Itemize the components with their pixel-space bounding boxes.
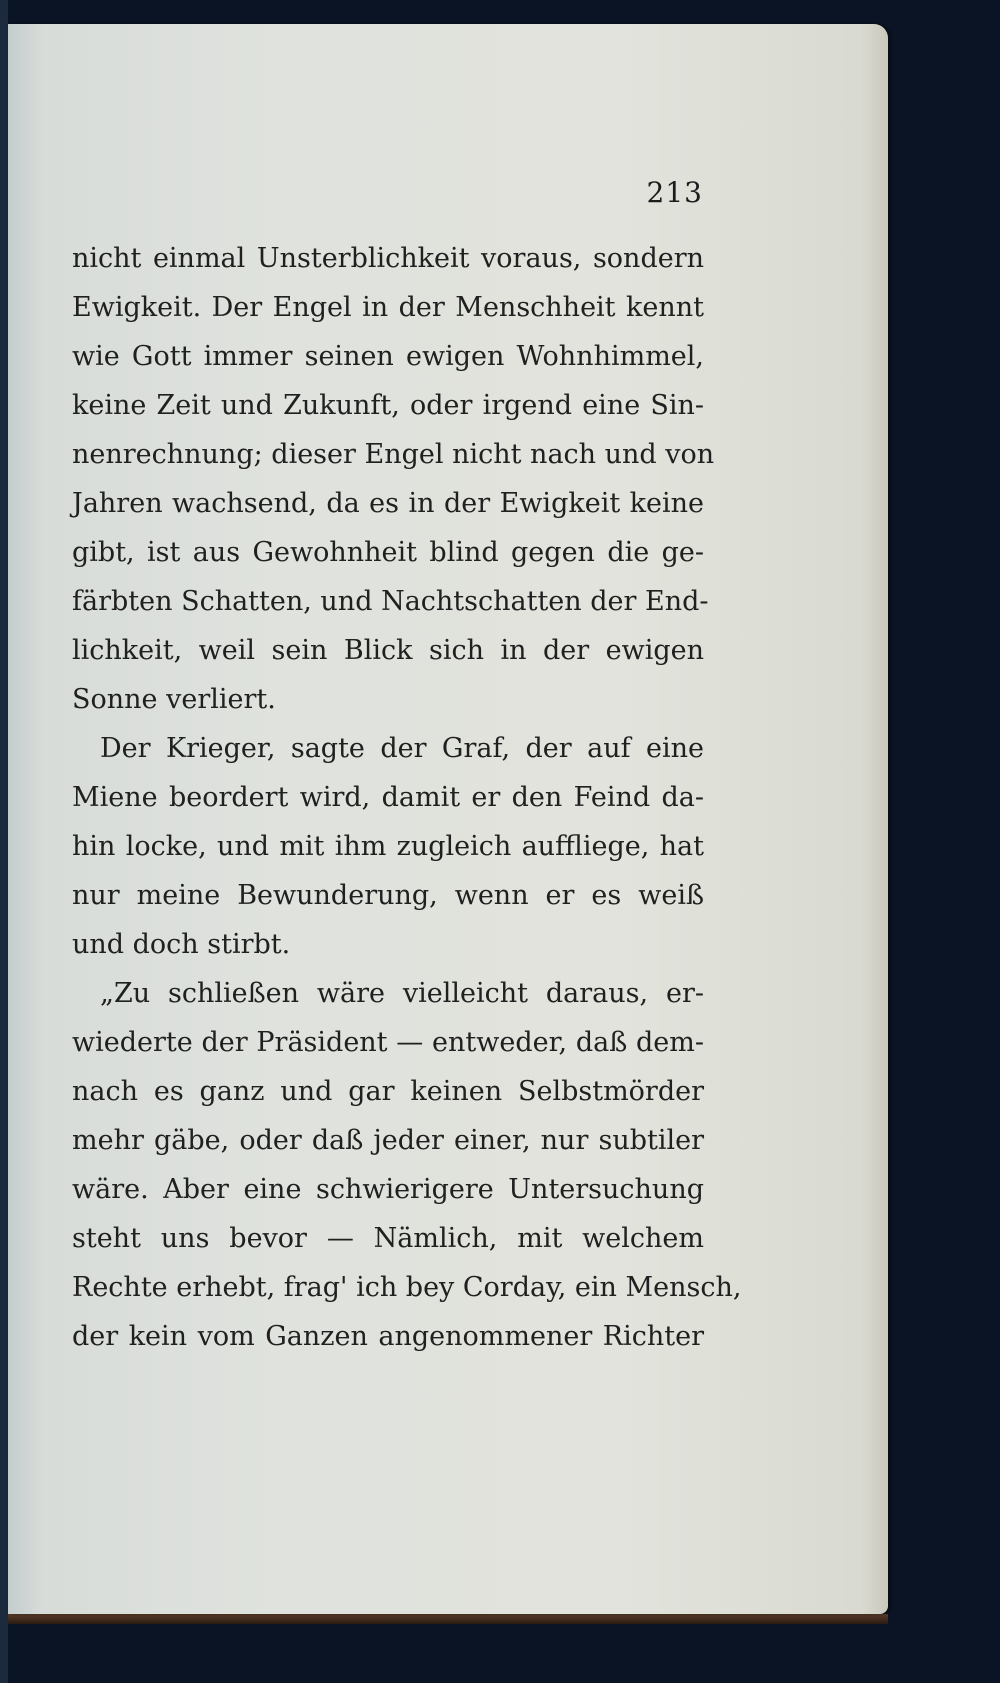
text-line: und doch stirbt.	[72, 929, 291, 960]
text-line: Miene beordert wird, damit er den Feind da-	[72, 782, 704, 813]
text-line: nenrechnung; dieser Engel nicht nach und von	[72, 439, 715, 470]
text-line: hin locke, und mit ihm zugleich auffliege, hat	[72, 831, 704, 862]
text-line: Sonne verliert.	[72, 684, 276, 715]
text-line: färbten Schatten, und Nachtschatten der End-	[72, 586, 709, 617]
body-text	[72, 234, 742, 1361]
text-line: der kein vom Ganzen angenommener Richter	[72, 1321, 704, 1352]
text-line: gibt, ist aus Gewohnheit blind gegen die ge-	[72, 537, 704, 568]
text-line: Ewigkeit. Der Engel in der Menschheit kennt	[72, 292, 704, 323]
page-bottom-edge	[8, 1614, 888, 1624]
text-line: keine Zeit und Zukunft, oder irgend eine Sin-	[72, 390, 704, 421]
text-line: wäre. Aber eine schwierigere Untersuchung	[72, 1174, 704, 1205]
backdrop-edge	[0, 0, 8, 1683]
text-line: wiederte der Präsident — entweder, daß dem-	[72, 1027, 704, 1058]
text-line: nach es ganz und gar keinen Selbstmörder	[72, 1076, 704, 1107]
text-line: mehr gäbe, oder daß jeder einer, nur subtiler	[72, 1125, 704, 1156]
page-number: 213	[646, 176, 703, 209]
text-line: wie Gott immer seinen ewigen Wohnhimmel,	[72, 341, 704, 372]
text-line: steht uns bevor — Nämlich, mit welchem	[72, 1223, 704, 1254]
text-line: nur meine Bewunderung, wenn er es weiß	[72, 880, 704, 911]
text-line: Rechte erhebt, frag' ich bey Corday, ein Mensch,	[72, 1272, 742, 1303]
book-page	[8, 24, 888, 1614]
text-line: „Zu schließen wäre vielleicht daraus, er-	[100, 978, 704, 1009]
text-line: lichkeit, weil sein Blick sich in der ewigen	[72, 635, 704, 666]
text-line: Jahren wachsend, da es in der Ewigkeit keine	[72, 488, 704, 519]
text-line: nicht einmal Unsterblichkeit voraus, sondern	[72, 243, 704, 274]
text-line: Der Krieger, sagte der Graf, der auf eine	[100, 733, 704, 764]
